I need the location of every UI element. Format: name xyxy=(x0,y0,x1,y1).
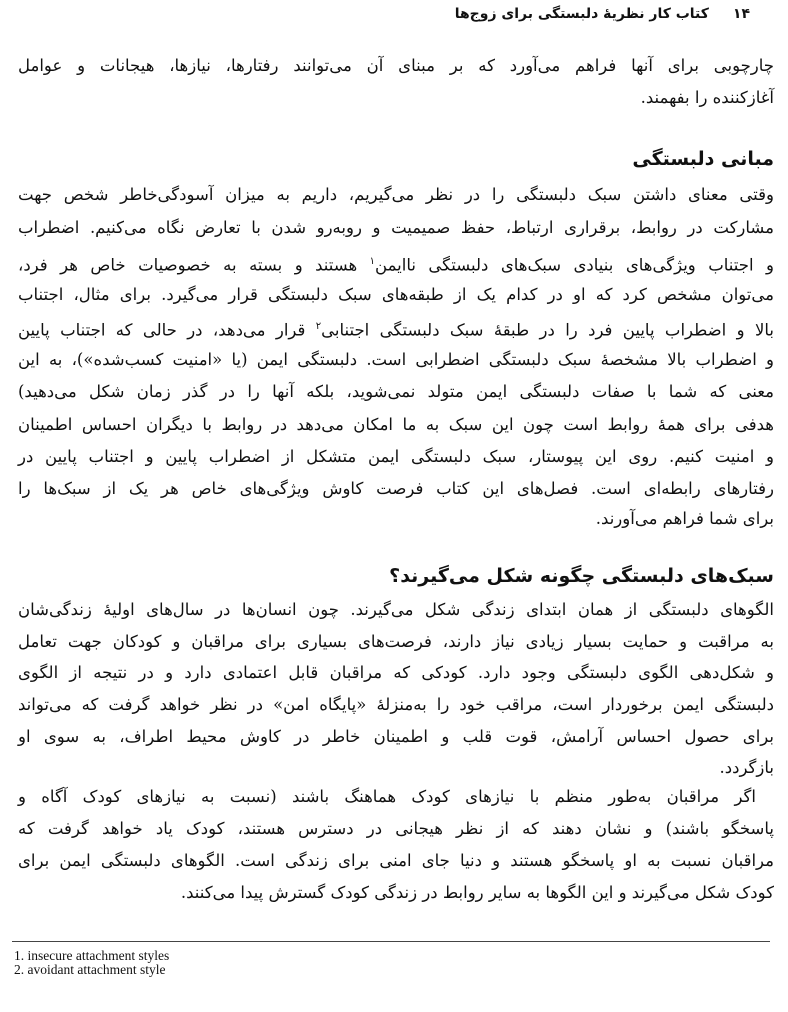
paragraph-line: کودک شکل می‌گیرند و این الگوها به سایر روابط در زندگی کودک گسترش پیدا می‌کنند. xyxy=(180,883,774,902)
paragraph-line: معنی که شما با صفات دلبستگی ایمن متولد نمی‌شوید، بلکه آنها را در گذر زمان شکل می‌دهید) xyxy=(18,382,774,401)
paragraph-line: برای حصول احساس آرامش، قوت قلب و اطمینان خاطر در کاوش محیط اطراف، به سوی او xyxy=(18,727,774,746)
line-text: قرار می‌دهد، در حالی که اجتناب پایین xyxy=(18,320,316,340)
footnote-marker: ۲ xyxy=(315,321,322,332)
paragraph-line: آغازکننده را بفهمند. xyxy=(640,88,774,107)
footnote-1: 1. insecure attachment styles xyxy=(14,948,170,963)
paragraph-line: و اضطراب بالا مشخصهٔ سبک دلبستگی اضطرابی است. دلبستگی ایمن (یا «امنیت کسب‌شده»)، به این xyxy=(18,350,774,369)
running-header xyxy=(455,6,750,22)
paragraph-line: چارچوبی برای آنها فراهم می‌آورد که بر مبنای آن می‌توانند رفتارها، نیازها، هیجانات و عوامل xyxy=(18,56,774,75)
paragraph-line: مشارکت در روابط، برقراری ارتباط، حفظ صمیمیت و روبه‌رو شدن با تعارض نگاه می‌کنیم. اضطراب xyxy=(18,218,774,237)
paragraph-line: می‌توان مشخص کرد که او در کدام یک از طبقه‌های سبک دلبستگی قرار می‌گیرد. برای مثال، اجتناب xyxy=(18,285,774,304)
paragraph-line: دلبستگی ایمن برخوردار است، مراقب خود را به‌منزلهٔ «پایگاه امن» در نظر خواهد گرفت که می‌تواند xyxy=(18,695,774,714)
paragraph-line: وقتی معنای داشتن سبک دلبستگی را در نظر می‌گیریم، داریم به میزان آسودگی‌خاطر شخص جهت xyxy=(18,185,774,204)
book-title: کتاب کار نظریهٔ دلبستگی برای زوج‌ها xyxy=(454,6,709,22)
footnote-2: 2. avoidant attachment style xyxy=(14,962,166,977)
footnote-marker: ۱ xyxy=(369,256,376,267)
page-number: ۱۴ xyxy=(732,6,750,22)
paragraph-line: مراقبان نسبت به او پاسخگو هستند و دنیا جای امنی برای زندگی است. الگوهای دلبستگی ایمن برای xyxy=(18,851,774,870)
paragraph-line: برای شما فراهم می‌آورند. xyxy=(595,509,774,528)
paragraph-line: پاسخگو باشند) و نشان دهند که از نظر هیجانی در دسترس هستند، کودک یاد خواهد گرفت که xyxy=(18,819,774,838)
paragraph-line: بازگردد. xyxy=(719,758,774,777)
footnote-divider xyxy=(12,941,770,942)
paragraph-line: الگوهای دلبستگی از همان ابتدای زندگی شکل می‌گیرند. چون انسان‌ها در سال‌های اولیهٔ زندگی‌شان xyxy=(18,600,774,619)
line-text: و اجتناب ویژگی‌های بنیادی سبک‌های دلبستگی ناایمن xyxy=(375,255,774,275)
paragraph-line: و شکل‌دهی الگوی دلبستگی وجود دارد. کودکی که مراقبان قابل اعتمادی دارد و در نتیجه از الگوی xyxy=(18,663,774,682)
section-heading-attachment-basics: مبانی دلبستگی xyxy=(632,148,774,170)
paragraph-line: اگر مراقبان به‌طور منظم با نیازهای کودک هماهنگ باشند (نسبت به نیازهای کودک آگاه و xyxy=(18,787,756,806)
paragraph-line xyxy=(18,316,774,342)
line-text: بالا و اضطراب پایین فرد را در طبقهٔ سبک دلبستگی اجتنابی xyxy=(321,320,774,340)
paragraph-line: رفتارهای رابطه‌ای است. فصل‌های این کتاب فرصت کاوش ویژگی‌های خاص هر یک از سبک‌ها را xyxy=(18,479,774,498)
paragraph-line xyxy=(18,251,774,277)
line-text: هستند و بسته به خصوصیات خاص هر فرد، xyxy=(18,255,370,275)
section-heading-how-styles-form: سبک‌های دلبستگی چگونه شکل می‌گیرند؟ xyxy=(389,565,774,587)
paragraph-line: به مراقبت و حمایت بسیار زیادی نیاز دارند، فرصت‌های بسیاری برای مراقبان و کودکان جهت تعامل xyxy=(18,632,774,651)
paragraph-line: و امنیت کنیم. روی این پیوستار، سبک دلبستگی ایمن متشکل از اضطراب پایین و اجتناب پایین در xyxy=(18,447,774,466)
paragraph-line: هدفی برای همهٔ روابط است چون این سبک به ما امکان می‌دهد در روابط با دیگران احساس اطمینان xyxy=(18,415,774,434)
